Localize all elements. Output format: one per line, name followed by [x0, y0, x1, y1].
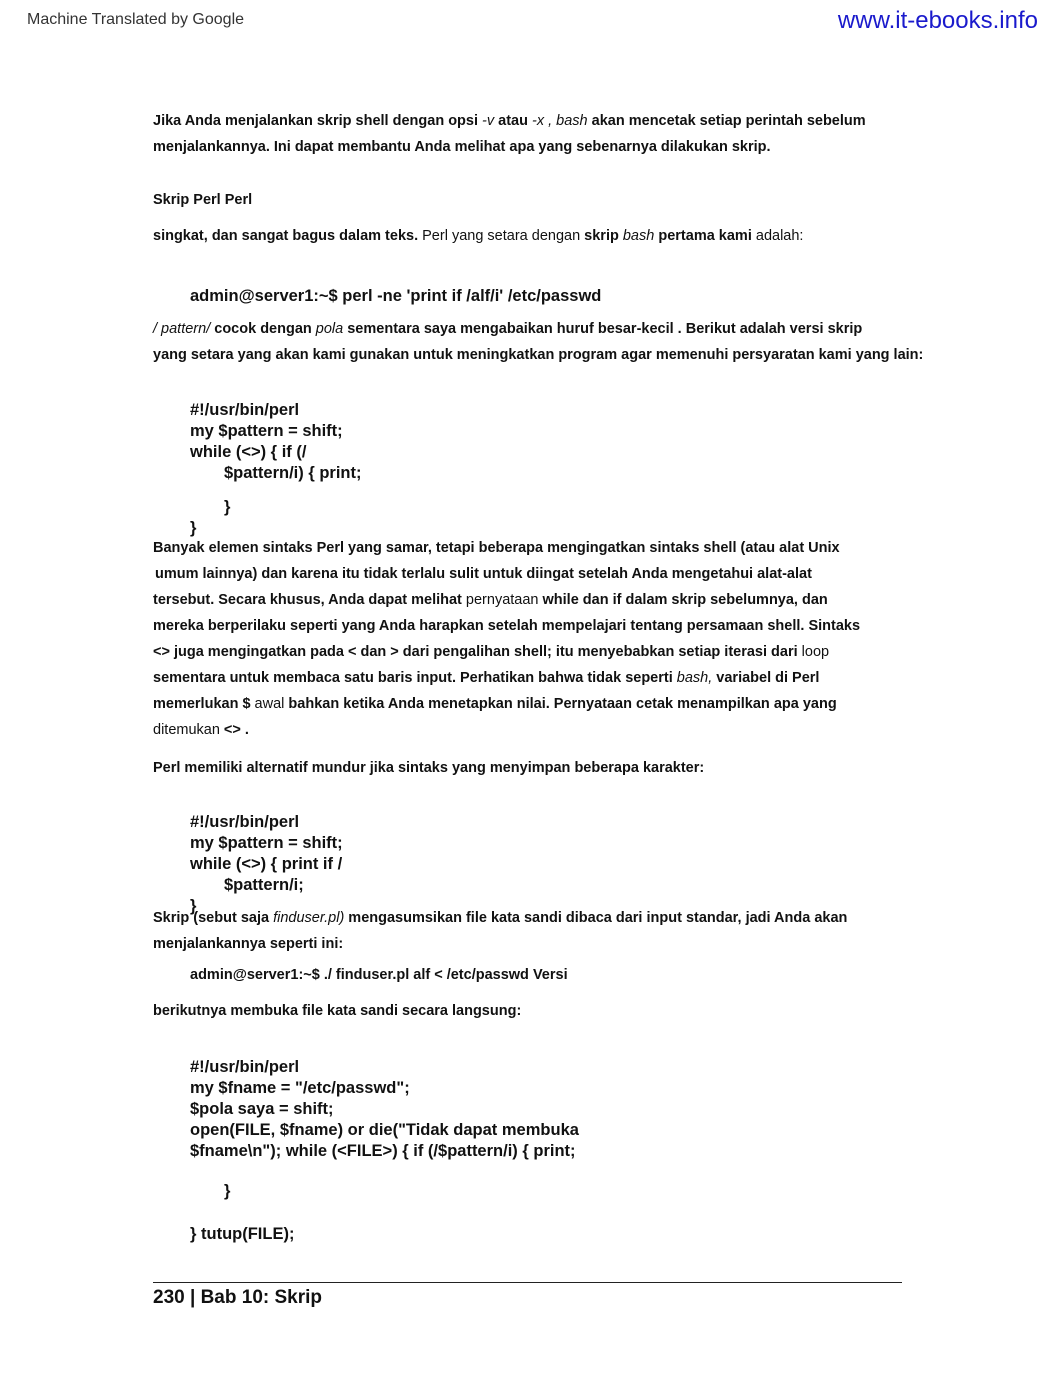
- para3-text-5b: loop: [797, 644, 830, 660]
- para3-text-a: tersebut. Secara khusus, Anda dapat melihat: [153, 592, 462, 608]
- code-line: open(FILE, $fname) or die("Tidak dapat membuka: [190, 1121, 579, 1139]
- code-line: my $pattern = shift;: [190, 422, 343, 440]
- code-spacer: [190, 484, 362, 497]
- para3-line-2: umum lainnya) dan karena itu tidak terlalu sulit untuk diingat setelah Anda mengetahui alat-alat: [155, 566, 812, 582]
- code-line: }: [190, 519, 197, 537]
- perl-line-2: [153, 320, 862, 338]
- para3-text-7b: awal: [250, 696, 285, 712]
- para3-text-7c: bahkan ketika Anda menetapkan nilai. Pernyataan cetak menampilkan apa yang: [284, 696, 837, 712]
- code-line: while (<>) { if (/: [190, 443, 307, 461]
- perl-text-e: pertama kami: [654, 228, 752, 244]
- para3-line-5: [153, 643, 829, 661]
- intro-line-2: menjalankannya. Ini dapat membantu Anda melihat apa yang sebenarnya dilakukan skrip.: [153, 139, 771, 155]
- para3-line-8: [153, 721, 249, 739]
- code-line: }: [224, 1182, 231, 1200]
- intro-text-e: akan mencetak setiap perintah sebelum: [587, 113, 866, 129]
- intro-text-a: Jika Anda menjalankan skrip shell dengan opsi: [153, 113, 483, 129]
- para5-line-3: berikutnya membuka file kata sandi secara langsung:: [153, 1003, 522, 1019]
- pola-term: pola: [315, 321, 344, 337]
- code-block-3-end: [190, 1224, 294, 1245]
- intro-option-v: -v: [482, 113, 495, 129]
- para3-line-6: [153, 669, 819, 687]
- finduser-command: admin@server1:~$ ./ finduser.pl alf < /etc/passwd Versi: [190, 967, 568, 983]
- code-block-3-close: [190, 1181, 230, 1202]
- code-block-3: [190, 1036, 579, 1183]
- para5-text-c: mengasumsikan file kata sandi dibaca dari input standar, jadi Anda akan: [344, 910, 848, 926]
- machine-translated-label: Machine Translated by Google: [27, 11, 245, 28]
- para3-text-7a: memerlukan $: [153, 696, 251, 712]
- intro-line-1: [153, 112, 866, 130]
- para3-text-8b: <> .: [219, 722, 249, 738]
- bash-term: bash,: [676, 670, 713, 686]
- code-line: $fname\n"); while (<FILE>) { if (/$pattern/i) { print;: [190, 1142, 576, 1160]
- para4-line-1: Perl memiliki alternatif mundur jika sintaks yang menyimpan beberapa karakter:: [153, 760, 705, 776]
- perl-command: admin@server1:~$ perl -ne 'print if /alf/i' /etc/passwd: [190, 287, 602, 305]
- para3-text-b: pernyataan: [461, 592, 539, 608]
- intro-text-c: atau: [494, 113, 533, 129]
- code-line: $pattern/i;: [224, 876, 304, 894]
- perl-text-a: singkat, dan sangat bagus dalam teks.: [153, 228, 419, 244]
- intro-option-x: -x , bash: [532, 113, 588, 129]
- code-line: $pattern/i) { print;: [224, 464, 362, 482]
- code-line: #!/usr/bin/perl: [190, 401, 300, 419]
- code-line: }: [224, 498, 231, 516]
- footer-rule: [153, 1282, 902, 1283]
- perl-text-c: skrip: [584, 228, 619, 244]
- page-footer: 230 | Bab 10: Skrip: [153, 1287, 323, 1308]
- para5-line-2: menjalankannya seperti ini:: [153, 936, 344, 952]
- para3-line-3: [153, 591, 828, 609]
- finduser-term: finduser.pl): [273, 910, 345, 926]
- code-line: #!/usr/bin/perl: [190, 813, 300, 831]
- section-heading: Skrip Perl Perl: [153, 192, 253, 208]
- perl-text-f: adalah:: [751, 228, 804, 244]
- perl-line-1: [153, 227, 803, 245]
- code-block-1: [190, 379, 362, 560]
- para3-line-4: mereka berperilaku seperti yang Anda harapkan setelah mempelajari tentang persamaan shell. Sintaks: [153, 618, 861, 634]
- para5-text-a: Skrip (sebut saja: [153, 910, 274, 926]
- para3-text-6: sementara untuk membaca satu baris input. Perhatikan bahwa tidak seperti: [153, 670, 677, 686]
- code-line: my $pattern = shift;: [190, 834, 343, 852]
- para3-line-1: Banyak elemen sintaks Perl yang samar, tetapi beberapa mengingatkan sintaks shell (atau alat Unix: [153, 540, 840, 556]
- code-line: } tutup(FILE);: [190, 1225, 295, 1243]
- code-line: #!/usr/bin/perl: [190, 1058, 300, 1076]
- code-line: my $fname = "/etc/passwd";: [190, 1079, 410, 1097]
- para3-text-5a: <> juga mengingatkan pada < dan > dari pengalihan shell; itu menyebabkan setiap iterasi dari: [153, 644, 798, 660]
- code-line: }: [190, 897, 197, 915]
- pattern-term: / pattern/: [153, 321, 211, 337]
- perl-text-b: Perl yang setara dengan: [418, 228, 585, 244]
- perl2-text-d: sementara saya mengabaikan huruf besar-kecil . Berikut adalah versi skrip: [343, 321, 863, 337]
- site-link[interactable]: www.it-ebooks.info: [837, 7, 1038, 34]
- para3-text-6b: variabel di Perl: [712, 670, 820, 686]
- code-line: $pola saya = shift;: [190, 1100, 334, 1118]
- perl-line-3: yang setara yang akan kami gunakan untuk meningkatkan program agar memenuhi persyaratan kami yang lain:: [153, 347, 924, 363]
- code-line: while (<>) { print if /: [190, 855, 343, 873]
- perl2-text-b: cocok dengan: [210, 321, 316, 337]
- para3-line-7: [153, 695, 837, 713]
- para3-text-c: while dan if dalam skrip sebelumnya, dan: [538, 592, 828, 608]
- para3-text-8a: ditemukan: [153, 722, 220, 738]
- para5-line-1: [153, 909, 847, 927]
- perl-text-d: bash: [618, 228, 655, 244]
